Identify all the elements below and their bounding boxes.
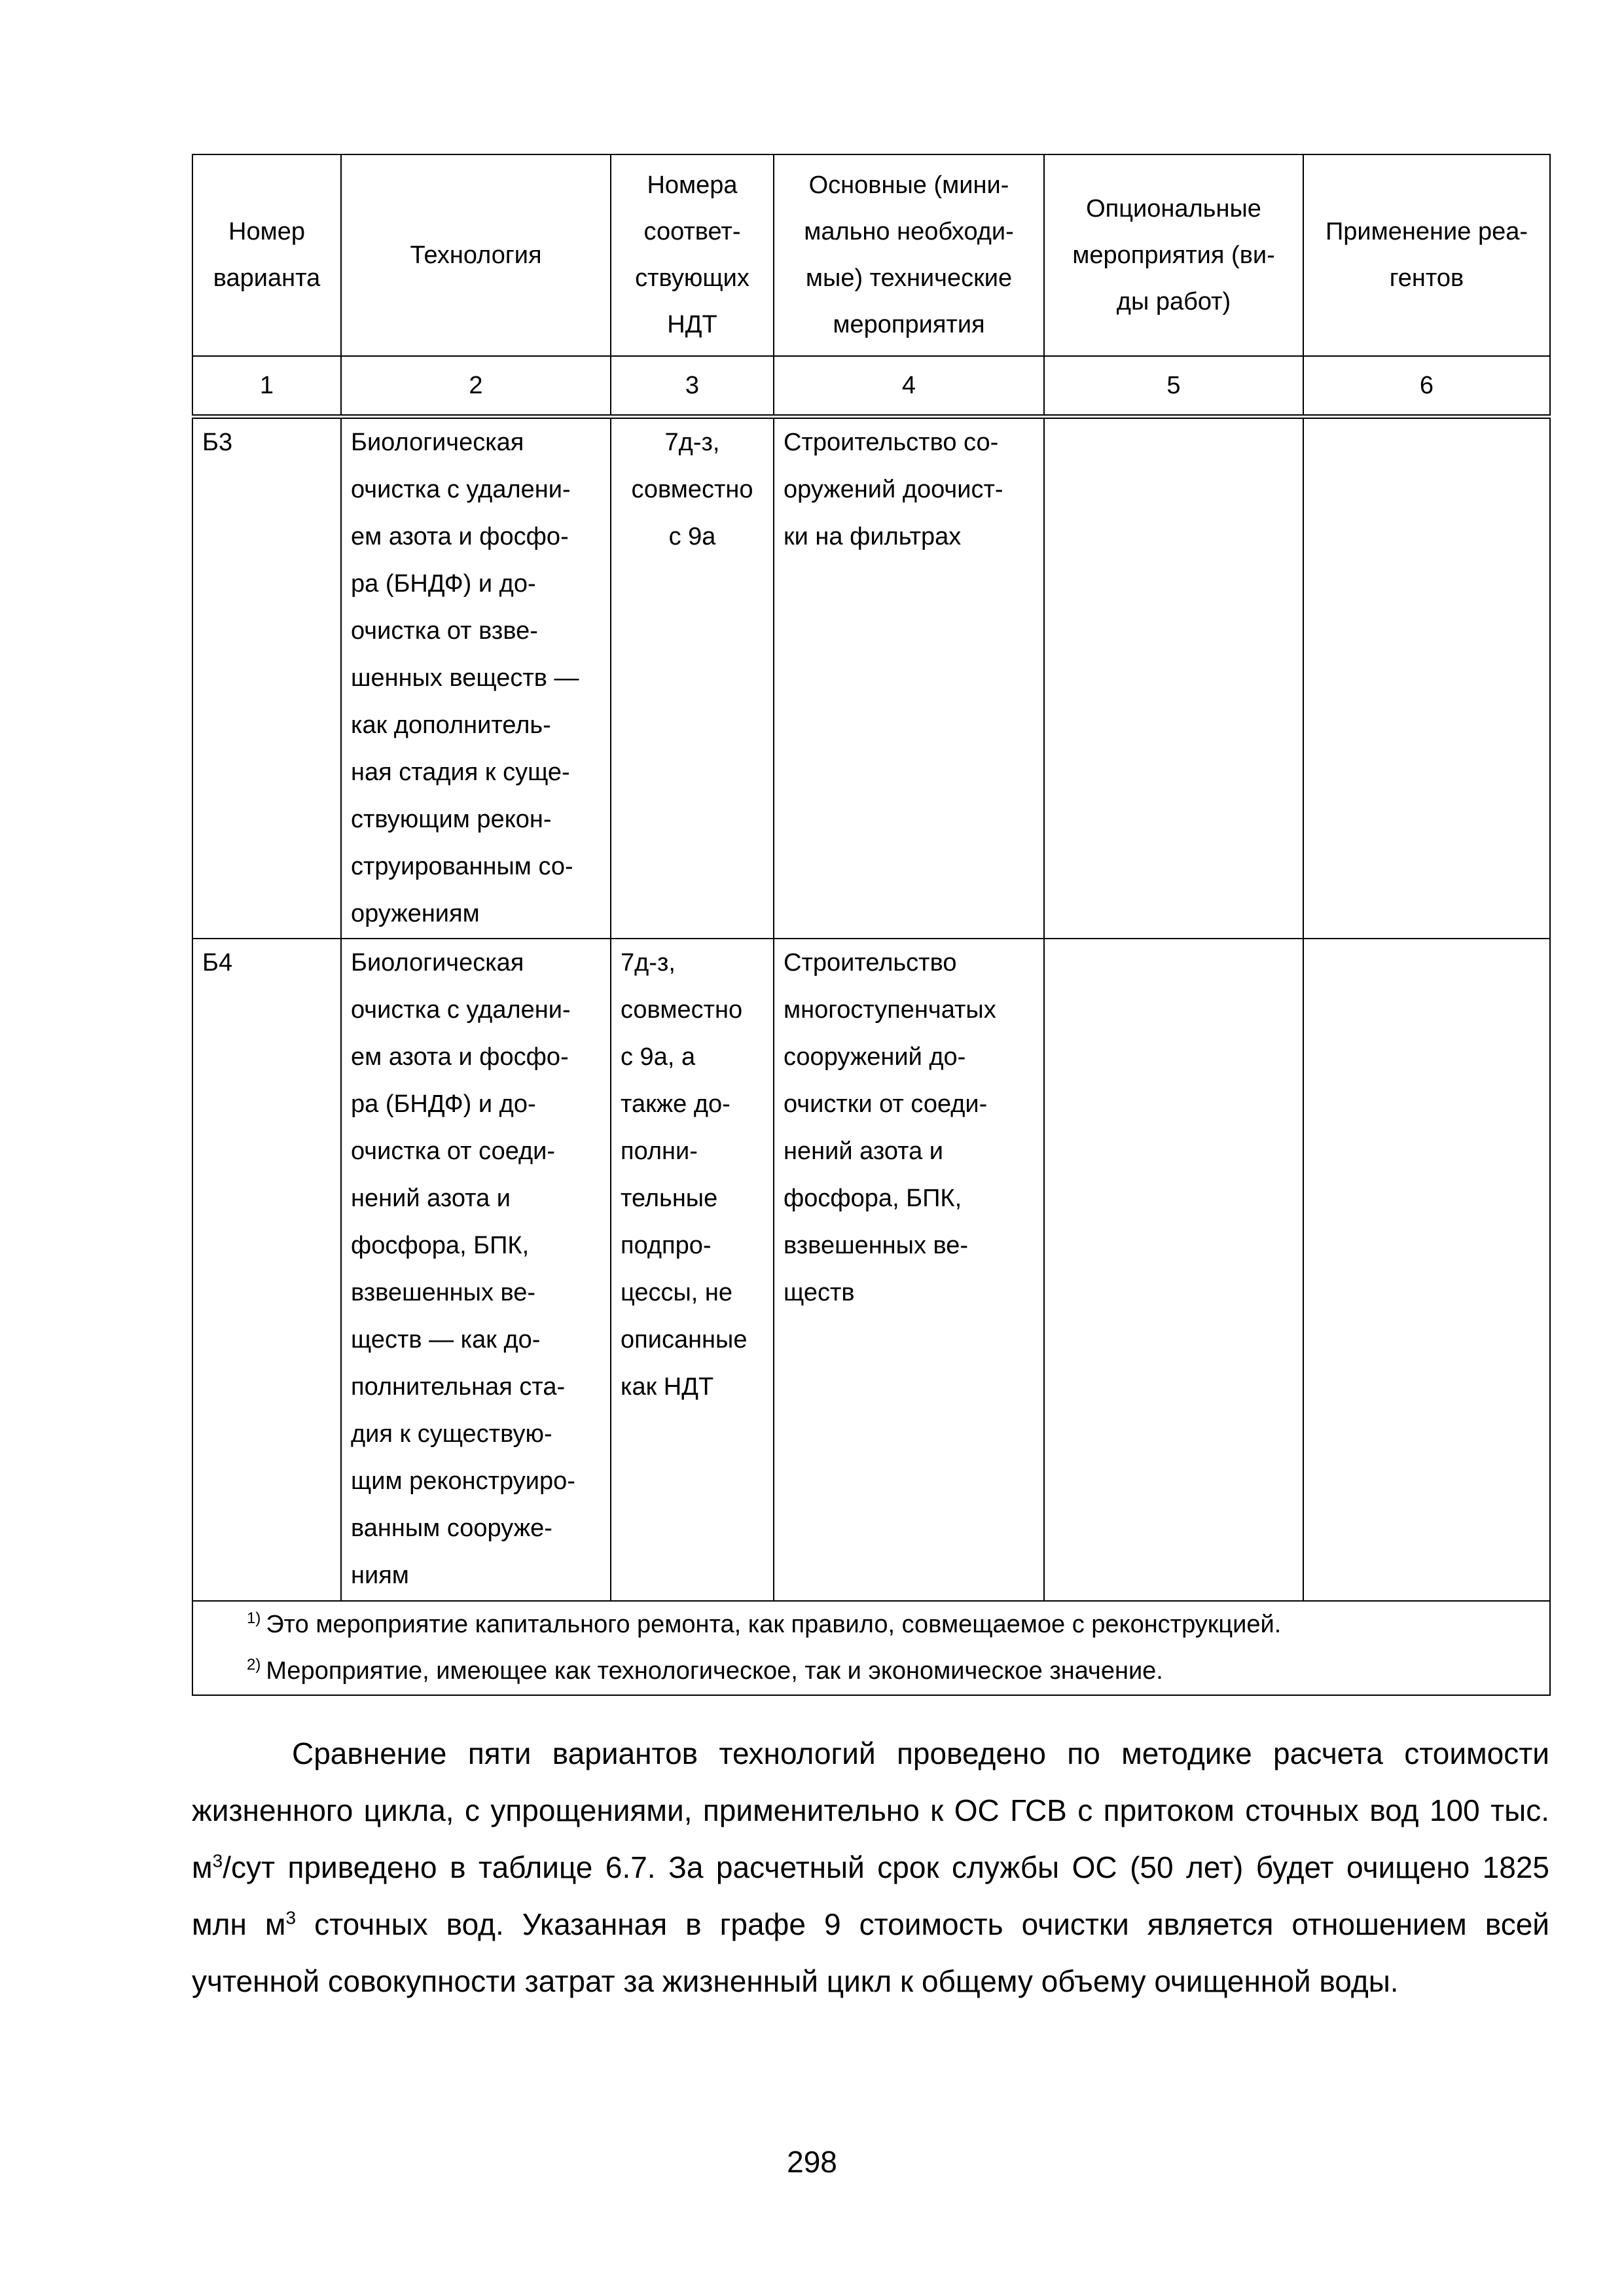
cell-main-measures: Строительство многоступенчатых сооружений до- очистки от соеди- нений азота и фосфора, БПК, взвешенных ве- ществ bbox=[774, 939, 1044, 1601]
footnotes-row bbox=[192, 1601, 1550, 1695]
superscript: 3 bbox=[285, 1907, 297, 1928]
superscript: 3 bbox=[212, 1850, 223, 1871]
cell-variant: Б4 bbox=[192, 939, 341, 1601]
header-reagents: Применение реа- гентов bbox=[1303, 154, 1550, 356]
cell-technology: Биологическая очистка с удалени- ем азота и фосфо- ра (БНДФ) и до- очистка от взве- шенных веществ — как дополнитель- ная стадия к суще- ствующим рекон- струированным со- оружениям bbox=[341, 417, 611, 939]
footnote-text: Мероприятие, имеющее как технологическое, так и экономическое значение. bbox=[266, 1657, 1163, 1685]
paragraph-part: сточных вод. Указанная в графе 9 стоимость очистки является отношением всей учтенной совокупности затрат за жизненный цикл к общему объему очищенной воды. bbox=[192, 1907, 1549, 1998]
column-number-row bbox=[192, 356, 1550, 417]
header-variant-number: Номер варианта bbox=[192, 154, 341, 356]
column-number: 6 bbox=[1303, 356, 1550, 417]
cell-optional-measures bbox=[1044, 417, 1303, 939]
footnote-1 bbox=[247, 1602, 1540, 1648]
paragraph-part: Сравнение пяти вариантов технологий проведено по методике расчета стоимости жизненного цикла, с упрощениями, применительно к ОС ГСВ с притоком сточных вод 100 тыс. м bbox=[192, 1736, 1549, 1884]
header-optional-measures: Опциональные мероприятия (ви- ды работ) bbox=[1044, 154, 1303, 356]
cell-technology: Биологическая очистка с удалени- ем азота и фосфо- ра (БНДФ) и до- очистка от соеди- нений азота и фосфора, БПК, взвешенных ве- ществ — как до- полнительная ста- дия к существую- щим реконструиро- ванным сооруже- ниям bbox=[341, 939, 611, 1601]
footnotes-cell bbox=[192, 1601, 1550, 1695]
header-bat-numbers: Номера соответ- ствующих НДТ bbox=[611, 154, 774, 356]
cell-reagents bbox=[1303, 939, 1550, 1601]
footnote-marker: 1) bbox=[247, 1609, 261, 1627]
column-number: 4 bbox=[774, 356, 1044, 417]
paragraph-part: /сут приведено в таблице 6.7. За расчетный срок службы ОС (50 лет) будет очищено 1825 млн м bbox=[192, 1850, 1549, 1941]
cell-variant: Б3 bbox=[192, 417, 341, 939]
measures-table bbox=[192, 154, 1551, 1696]
footnote-text: Это мероприятие капитального ремонта, как правило, совмещаемое с реконструкцией. bbox=[266, 1610, 1282, 1638]
header-technology: Технология bbox=[341, 154, 611, 356]
footnote-marker: 2) bbox=[247, 1655, 261, 1674]
column-number: 3 bbox=[611, 356, 774, 417]
header-main-measures: Основные (мини- мально необходи- мые) технические мероприятия bbox=[774, 154, 1044, 356]
cell-bat-numbers: 7д-з, совместно с 9а bbox=[611, 417, 774, 939]
column-number: 2 bbox=[341, 356, 611, 417]
column-number: 1 bbox=[192, 356, 341, 417]
paragraph-text bbox=[192, 1725, 1549, 2010]
cell-bat-numbers: 7д-з, совместно с 9а, а также до- полни- тельные подпро- цессы, не описанные как НДТ bbox=[611, 939, 774, 1601]
column-number: 5 bbox=[1044, 356, 1303, 417]
table-row-b3 bbox=[192, 417, 1550, 939]
table-row-b4 bbox=[192, 939, 1550, 1601]
table-header-row bbox=[192, 154, 1550, 356]
footnote-2 bbox=[247, 1648, 1540, 1695]
cell-main-measures: Строительство со- оружений доочист- ки на фильтрах bbox=[774, 417, 1044, 939]
body-paragraph bbox=[192, 1725, 1549, 2010]
cell-reagents bbox=[1303, 417, 1550, 939]
cell-optional-measures bbox=[1044, 939, 1303, 1601]
page-number: 298 bbox=[787, 2145, 837, 2179]
